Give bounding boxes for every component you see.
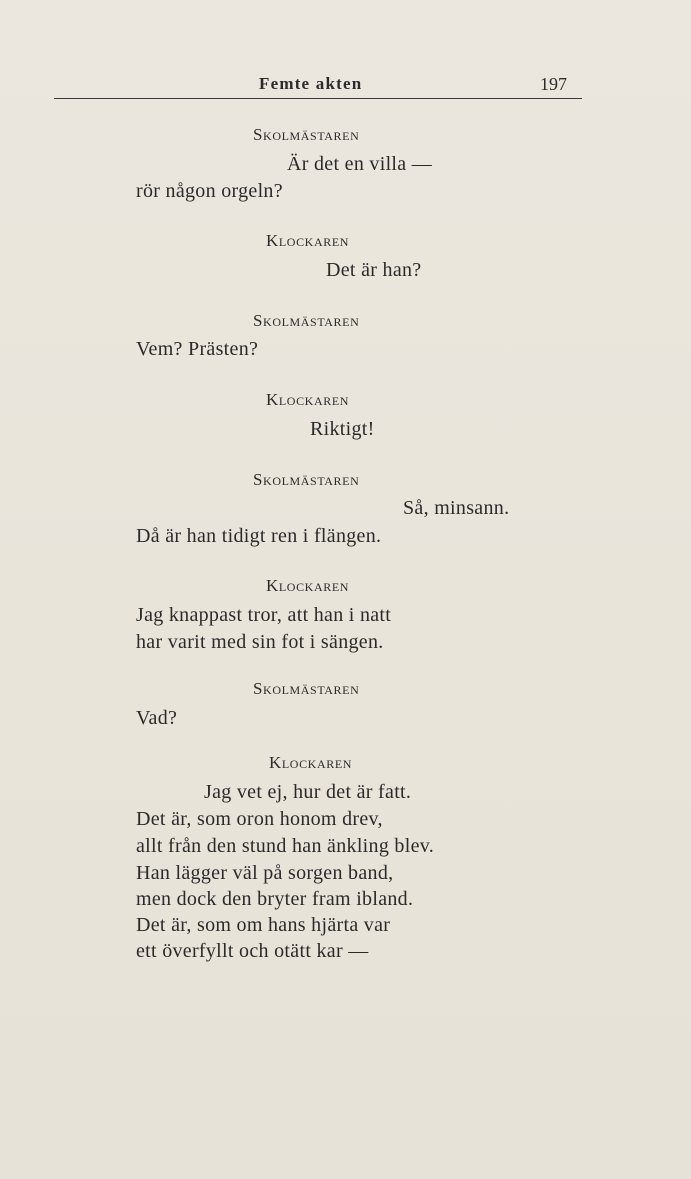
verse-line: Riktigt! — [310, 418, 375, 440]
verse-line: allt från den stund han änkling blev. — [136, 835, 435, 857]
verse-line: Då är han tidigt ren i flängen. — [136, 525, 382, 547]
verse-line: Så, minsann. — [403, 497, 510, 519]
speaker-name: Skolmästaren — [253, 125, 360, 144]
verse-line: Vem? Prästen? — [136, 338, 259, 360]
speaker-name: Klockaren — [266, 231, 350, 250]
verse-line: rör någon orgeln? — [136, 180, 283, 202]
verse-line: Vad? — [136, 707, 178, 729]
speaker-name: Klockaren — [266, 390, 350, 409]
verse-line: Han lägger väl på sorgen band, — [136, 862, 394, 884]
header-rule — [54, 98, 582, 99]
verse-line: Det är, som om hans hjärta var — [136, 914, 391, 936]
verse-line: Är det en villa — — [287, 153, 433, 175]
speaker-name: Klockaren — [269, 753, 353, 772]
verse-line: men dock den bryter fram ibland. — [136, 888, 414, 910]
running-head: Femte akten — [259, 74, 363, 93]
verse-line: Jag knappast tror, att han i natt — [136, 604, 392, 626]
speaker-name: Skolmästaren — [253, 679, 360, 698]
verse-line: Det är han? — [326, 259, 422, 281]
verse-line: Det är, som oron honom drev, — [136, 808, 383, 830]
page-number: 197 — [540, 74, 567, 94]
speaker-name: Skolmästaren — [253, 311, 360, 330]
speaker-name: Skolmästaren — [253, 470, 360, 489]
verse-line: ett överfyllt och otätt kar — — [136, 940, 369, 962]
speaker-name: Klockaren — [266, 576, 350, 595]
verse-line: Jag vet ej, hur det är fatt. — [204, 781, 412, 803]
verse-line: har varit med sin fot i sängen. — [136, 631, 384, 653]
